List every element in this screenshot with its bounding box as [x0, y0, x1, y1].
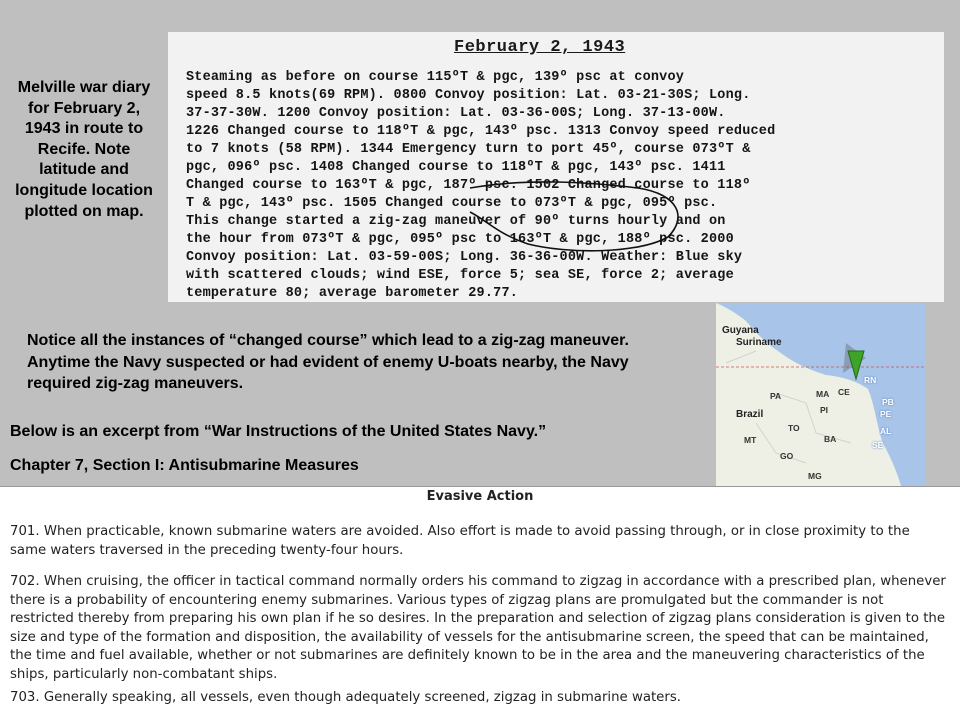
- paragraph-702: 702. When cruising, the officer in tactical command normally orders his command to zigzag in accordance with a prescribed plan, whenever there is a probability of encountering enemy submarines. Various types of zigzag plans are promulgated but the commander is not restricted thereby from preparing his own plan if he so desires. In the preparation and selection of zigzag plans consideration is given to the size and type of the formation and disposition, the availability of vessels for the antisubmarine screen, the speed that can be maintained, the time and fuel available, whether or not submarines are definitely known to be in the area and the maneuvering characteristics of the ships, particularly non-combatant ships.: [10, 574, 946, 682]
- diary-line: T & pgc, 143º psc. 1505 Changed course to 073ºT & pgc, 095º psc.: [186, 196, 718, 211]
- map-label-pb: PB: [882, 397, 894, 407]
- diary-line: 1226 Changed course to 118ºT & pgc, 143º psc. 1313 Convoy speed reduced: [186, 124, 776, 139]
- map-label-brazil: Brazil: [736, 409, 764, 420]
- map-label-pa: PA: [770, 391, 782, 401]
- diary-date: February 2, 1943: [454, 38, 626, 57]
- diary-line: temperature 80; average barometer 29.77.: [186, 286, 519, 301]
- diary-line: pgc, 096º psc. 1408 Changed course to 118ºT & pgc, 143º psc. 1411: [186, 160, 726, 175]
- paragraph-703: 703. Generally speaking, all vessels, even though adequately screened, zigzag in submarine waters.: [10, 690, 681, 705]
- map-label-rn: RN: [864, 375, 877, 385]
- section-heading: Chapter 7, Section I: Antisubmarine Measures: [10, 457, 359, 474]
- diary-line: to 7 knots (58 RPM). 1344 Emergency turn to port 45º, course 073ºT &: [186, 142, 751, 157]
- paragraph-701: 701. When practicable, known submarine waters are avoided. Also effort is made to avoid passing through, or in close proximity to the same waters traversed in the preceding twenty-four hours.: [10, 524, 910, 558]
- map-label-ma: MA: [816, 389, 830, 399]
- map-label-pe: PE: [880, 409, 892, 419]
- diary-line: This change started a zig-zag maneuver of 90º turns hourly and on: [186, 214, 726, 229]
- navy-instructions-excerpt: [0, 486, 960, 721]
- map-label-to: TO: [788, 423, 800, 433]
- map-label-al: AL: [880, 426, 892, 436]
- map-label-pi: PI: [820, 405, 829, 415]
- map-label-ba: BA: [824, 434, 837, 444]
- war-diary-scan: [168, 32, 944, 302]
- diary-line: Convoy position: Lat. 03-59-00S; Long. 36-36-00W. Weather: Blue sky: [186, 250, 743, 265]
- map-label-suriname: Suriname: [736, 337, 782, 348]
- notice-text: Notice all the instances of “changed course” which lead to a zig-zag maneuver. Anytime the Navy suspected or had evident of enemy U-boats nearby, the Navy required zig-zag maneuvers.: [27, 332, 629, 392]
- brazil-map: [716, 303, 926, 486]
- map-edge-spacer: [926, 303, 960, 483]
- map-label-ce: CE: [838, 387, 850, 397]
- diary-line: 37-37-30W. 1200 Convoy position: Lat. 03-36-00S; Long. 37-13-00W.: [186, 106, 726, 121]
- map-label-mt: MT: [744, 435, 757, 445]
- hand-drawn-circle-annotation: [168, 32, 944, 302]
- diary-line: the hour from 073ºT & pgc, 095º psc to 163ºT & pgc, 188º psc. 2000: [186, 232, 734, 247]
- map-label-go: GO: [780, 451, 794, 461]
- map-label-se: SE: [872, 440, 884, 450]
- document-heading: Evasive Action: [426, 489, 534, 504]
- diary-line: Steaming as before on course 115ºT & pgc, 139º psc at convoy: [186, 70, 685, 85]
- diary-line: with scattered clouds; wind ESE, force 5; sea SE, force 2; average: [186, 268, 734, 283]
- map-label-mg: MG: [808, 471, 822, 481]
- diary-line: Changed course to 163ºT & pgc, 187º psc. 1502 Changed course to 118º: [186, 178, 751, 193]
- map-label-guyana: Guyana: [722, 325, 759, 336]
- excerpt-intro: Below is an excerpt from “War Instructions of the United States Navy.”: [10, 423, 547, 440]
- diary-line: speed 8.5 knots(69 RPM). 0800 Convoy position: Lat. 03-21-30S; Long.: [186, 88, 751, 103]
- diary-caption: Melville war diary for February 2, 1943 in route to Recife. Note latitude and longitude location plotted on map.: [15, 79, 153, 220]
